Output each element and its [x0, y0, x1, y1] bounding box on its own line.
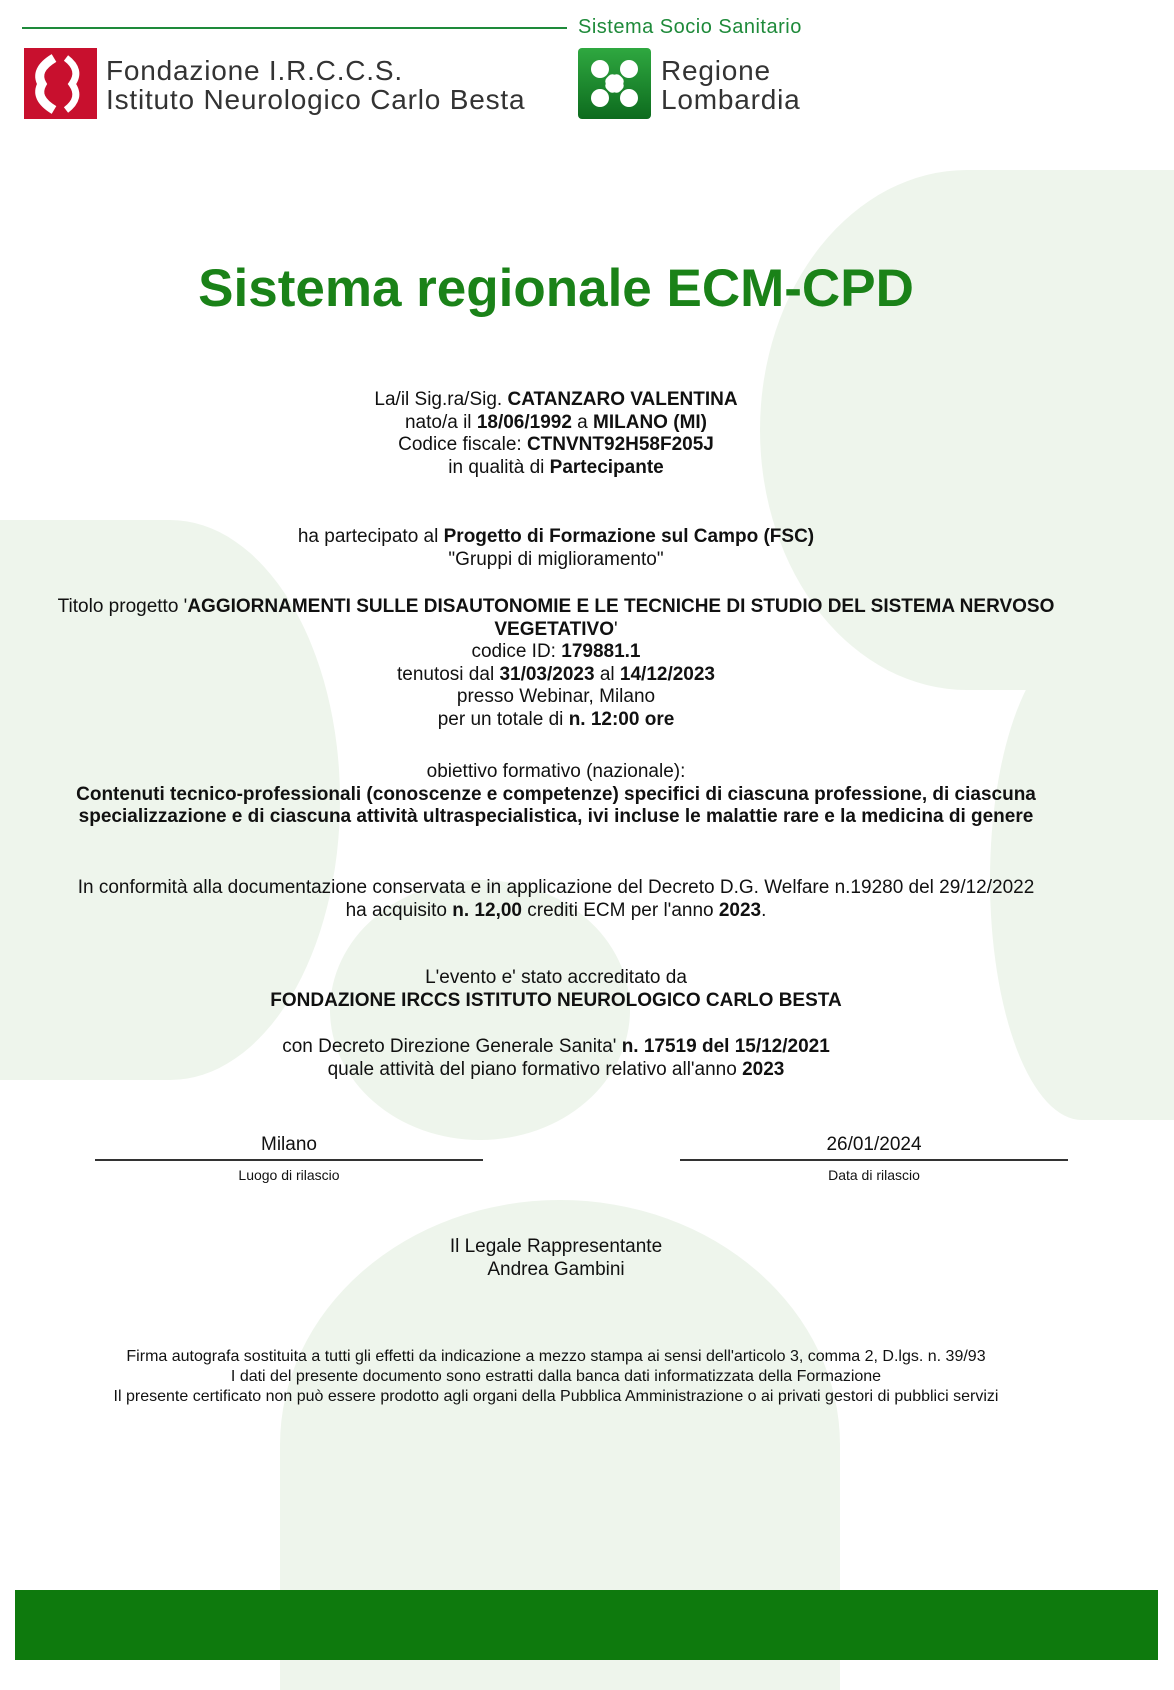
text-line — [0, 990, 1112, 1013]
place-of-issue — [95, 1134, 483, 1183]
text-segment: "Gruppi di miglioramento" — [448, 548, 664, 570]
text-segment: Titolo progetto ' — [57, 596, 188, 617]
bold-value: FONDAZIONE IRCCS ISTITUTO NEUROLOGICO CARLO BESTA — [270, 989, 842, 1011]
text-segment: nato/a il — [404, 411, 477, 433]
text-line — [0, 900, 1112, 923]
text-segment: In conformità alla documentazione conservata e in applicazione del Decreto D.G. Welfare n.19280 del 29/12/2022 — [77, 877, 1035, 898]
text-line — [0, 457, 1112, 480]
text-segment: a — [571, 411, 594, 433]
bold-value: 179881.1 — [561, 641, 641, 662]
bold-value: Contenuti tecnico-professionali (conoscenze e competenze) specifici di ciascuna professione, di ciascuna — [76, 783, 1036, 805]
text-segment: codice ID: — [471, 641, 562, 662]
bold-value: AGGIORNAMENTI SULLE DISAUTONOMIE E LE TECNICHE DI STUDIO DEL SISTEMA NERVOSO — [187, 596, 1055, 617]
text-segment: per un totale di — [437, 708, 569, 730]
text-line — [0, 619, 1112, 642]
sistema-socio-sanitario-label: Sistema Socio Sanitario — [578, 16, 802, 38]
footer-bar — [15, 1590, 1158, 1660]
text-line — [0, 761, 1112, 784]
text-segment: ha partecipato al — [297, 526, 444, 547]
regione-lombardia-logo-icon — [578, 48, 651, 119]
text-segment: in qualità di — [448, 456, 550, 478]
date-rule — [680, 1159, 1068, 1161]
text-segment: tenutosi dal — [396, 663, 500, 685]
participation-info — [0, 526, 1112, 571]
date-of-issue — [680, 1134, 1068, 1183]
text-segment: presso Webinar, Milano — [456, 686, 656, 707]
text-line — [0, 877, 1112, 900]
regione-line2: Lombardia — [661, 84, 801, 115]
text-segment: Il Legale Rappresentante — [449, 1236, 663, 1257]
note-line: Firma autografa sostituita a tutti gli effetti da indicazione a mezzo stampa ai sensi dell'articolo 3, comma 2, D.lgs. n. 39/93 — [126, 1348, 986, 1365]
text-segment: ha acquisito — [345, 899, 453, 921]
project-info — [0, 596, 1112, 731]
text-segment: quale attività del piano formativo relativo all'anno — [327, 1058, 743, 1080]
note-line: Il presente certificato non può essere prodotto agli organi della Pubblica Amministrazione o ai privati gestori di pubblici servizi — [113, 1388, 999, 1405]
text-line — [0, 806, 1112, 829]
besta-name-line2: Istituto Neurologico Carlo Besta — [106, 84, 526, 115]
text-line — [0, 596, 1112, 619]
text-segment: al — [594, 663, 620, 685]
bold-value: 2023 — [742, 1058, 785, 1080]
bold-value: 18/06/1992 — [476, 411, 572, 433]
credits-info — [0, 877, 1112, 922]
text-line — [0, 784, 1112, 807]
text-line — [0, 664, 1112, 687]
text-line — [0, 967, 1112, 990]
bold-value: n. 12,00 — [452, 899, 522, 921]
note-line: I dati del presente documento sono estratti dalla banca dati informatizzata della Formazione — [230, 1368, 882, 1385]
besta-logo-icon — [24, 48, 97, 119]
date-label: Data di rilascio — [828, 1166, 920, 1183]
objective-info — [0, 761, 1112, 829]
header-divider — [22, 27, 567, 29]
text-segment: Codice fiscale: — [398, 434, 527, 455]
text-line — [0, 389, 1112, 412]
bold-value: Progetto di Formazione sul Campo (FSC) — [443, 526, 815, 547]
text-line — [0, 1036, 1112, 1059]
text-segment: obiettivo formativo (nazionale): — [426, 761, 686, 782]
text-line — [0, 434, 1112, 457]
text-segment: con Decreto Direzione Generale Sanita' — [282, 1036, 622, 1057]
page-title: Sistema regionale ECM-CPD — [198, 259, 914, 318]
text-line — [0, 526, 1112, 549]
decree-info — [0, 1036, 1112, 1081]
besta-name — [106, 56, 525, 114]
text-line — [0, 549, 1112, 572]
bold-value: CATANZARO VALENTINA — [507, 389, 738, 410]
bold-value: 14/12/2023 — [619, 663, 715, 685]
besta-name-line1: Fondazione I.R.C.C.S. — [106, 55, 403, 86]
text-line — [0, 1259, 1112, 1282]
regione-line1: Regione — [661, 55, 771, 86]
footer-notes — [0, 1347, 1112, 1407]
place-label: Luogo di rilascio — [238, 1166, 340, 1183]
text-segment: Andrea Gambini — [487, 1258, 625, 1280]
text-segment: crediti ECM per l'anno — [521, 899, 719, 921]
bold-value: specializzazione e di ciascuna attività ultraspecialistica, ivi incluse le malattie rare e la medicina di genere — [78, 806, 1034, 827]
text-segment: . — [761, 899, 767, 921]
date-value: 26/01/2024 — [826, 1134, 922, 1155]
legal-representative — [0, 1236, 1112, 1281]
text-line — [0, 412, 1112, 435]
bold-value: 31/03/2023 — [499, 663, 595, 685]
text-line — [0, 1059, 1112, 1082]
bold-value: CTNVNT92H58F205J — [526, 434, 714, 455]
text-line — [0, 641, 1112, 664]
text-line — [0, 709, 1112, 732]
bold-value: n. 17519 del 15/12/2021 — [621, 1036, 830, 1057]
participant-info — [0, 389, 1112, 479]
text-line — [0, 686, 1112, 709]
bold-value: VEGETATIVO — [494, 618, 614, 640]
accreditation-info — [0, 967, 1112, 1012]
place-value: Milano — [261, 1134, 317, 1155]
bold-value: MILANO (MI) — [593, 411, 708, 433]
regione-lombardia-name — [661, 56, 801, 114]
text-segment: La/il Sig.ra/Sig. — [374, 389, 508, 410]
bold-value: n. 12:00 ore — [568, 708, 675, 730]
text-line — [0, 1236, 1112, 1259]
bold-value: Partecipante — [549, 456, 664, 478]
place-rule — [95, 1159, 483, 1161]
bold-value: 2023 — [718, 899, 762, 921]
text-segment: L'evento e' stato accreditato da — [425, 967, 687, 988]
text-segment: ' — [614, 618, 618, 640]
